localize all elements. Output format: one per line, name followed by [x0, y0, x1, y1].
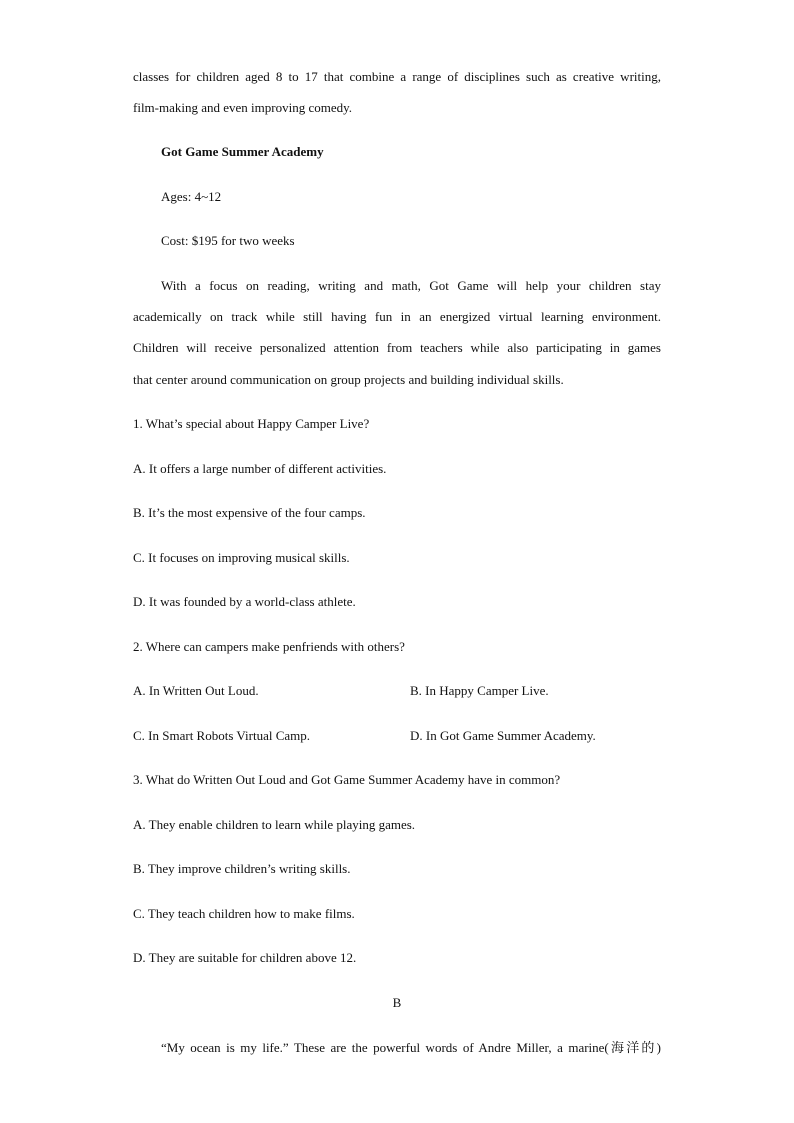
question-2-option-c: C. In Smart Robots Virtual Camp. — [133, 728, 311, 743]
question-3-option-d: D. They are suitable for children above 12. — [133, 950, 357, 965]
question-1-option-a: A. It offers a large number of different activities. — [133, 461, 387, 476]
camp-desc-line-2: academically on track while still having fun in an energized virtual learning environment. — [133, 309, 661, 324]
question-3-prompt: 3. What do Written Out Loud and Got Game Summer Academy have in common? — [133, 772, 561, 787]
intro-line-1: classes for children aged 8 to 17 that combine a range of disciplines such as creative writing, — [133, 69, 661, 84]
camp-desc-line-3: Children will receive personalized attention from teachers while also participating in games — [133, 340, 661, 355]
question-2-option-a: A. In Written Out Loud. — [133, 683, 259, 698]
question-3-option-c: C. They teach children how to make films. — [133, 906, 355, 921]
camp-title: Got Game Summer Academy — [161, 144, 324, 159]
question-1-prompt: 1. What’s special about Happy Camper Live? — [133, 416, 370, 431]
question-3-option-a: A. They enable children to learn while playing games. — [133, 817, 416, 832]
question-2-option-d: D. In Got Game Summer Academy. — [410, 728, 596, 743]
question-2-prompt: 2. Where can campers make penfriends with others? — [133, 639, 405, 654]
camp-ages: Ages: 4~12 — [161, 189, 222, 204]
question-1-option-d: D. It was founded by a world-class athlete. — [133, 594, 356, 609]
intro-line-2: film-making and even improving comedy. — [133, 100, 353, 115]
section-label: B — [392, 995, 402, 1010]
question-1-option-b: B. It’s the most expensive of the four camps. — [133, 505, 366, 520]
camp-cost: Cost: $195 for two weeks — [161, 233, 295, 248]
passage-b-line-1: “My ocean is my life.” These are the powerful words of Andre Miller, a marine(海洋的) — [161, 1040, 661, 1055]
question-2-option-b: B. In Happy Camper Live. — [410, 683, 549, 698]
camp-desc-line-1: With a focus on reading, writing and math, Got Game will help your children stay — [161, 278, 661, 293]
question-1-option-c: C. It focuses on improving musical skills. — [133, 550, 350, 565]
question-3-option-b: B. They improve children’s writing skills. — [133, 861, 351, 876]
camp-desc-line-4: that center around communication on group projects and building individual skills. — [133, 372, 564, 387]
